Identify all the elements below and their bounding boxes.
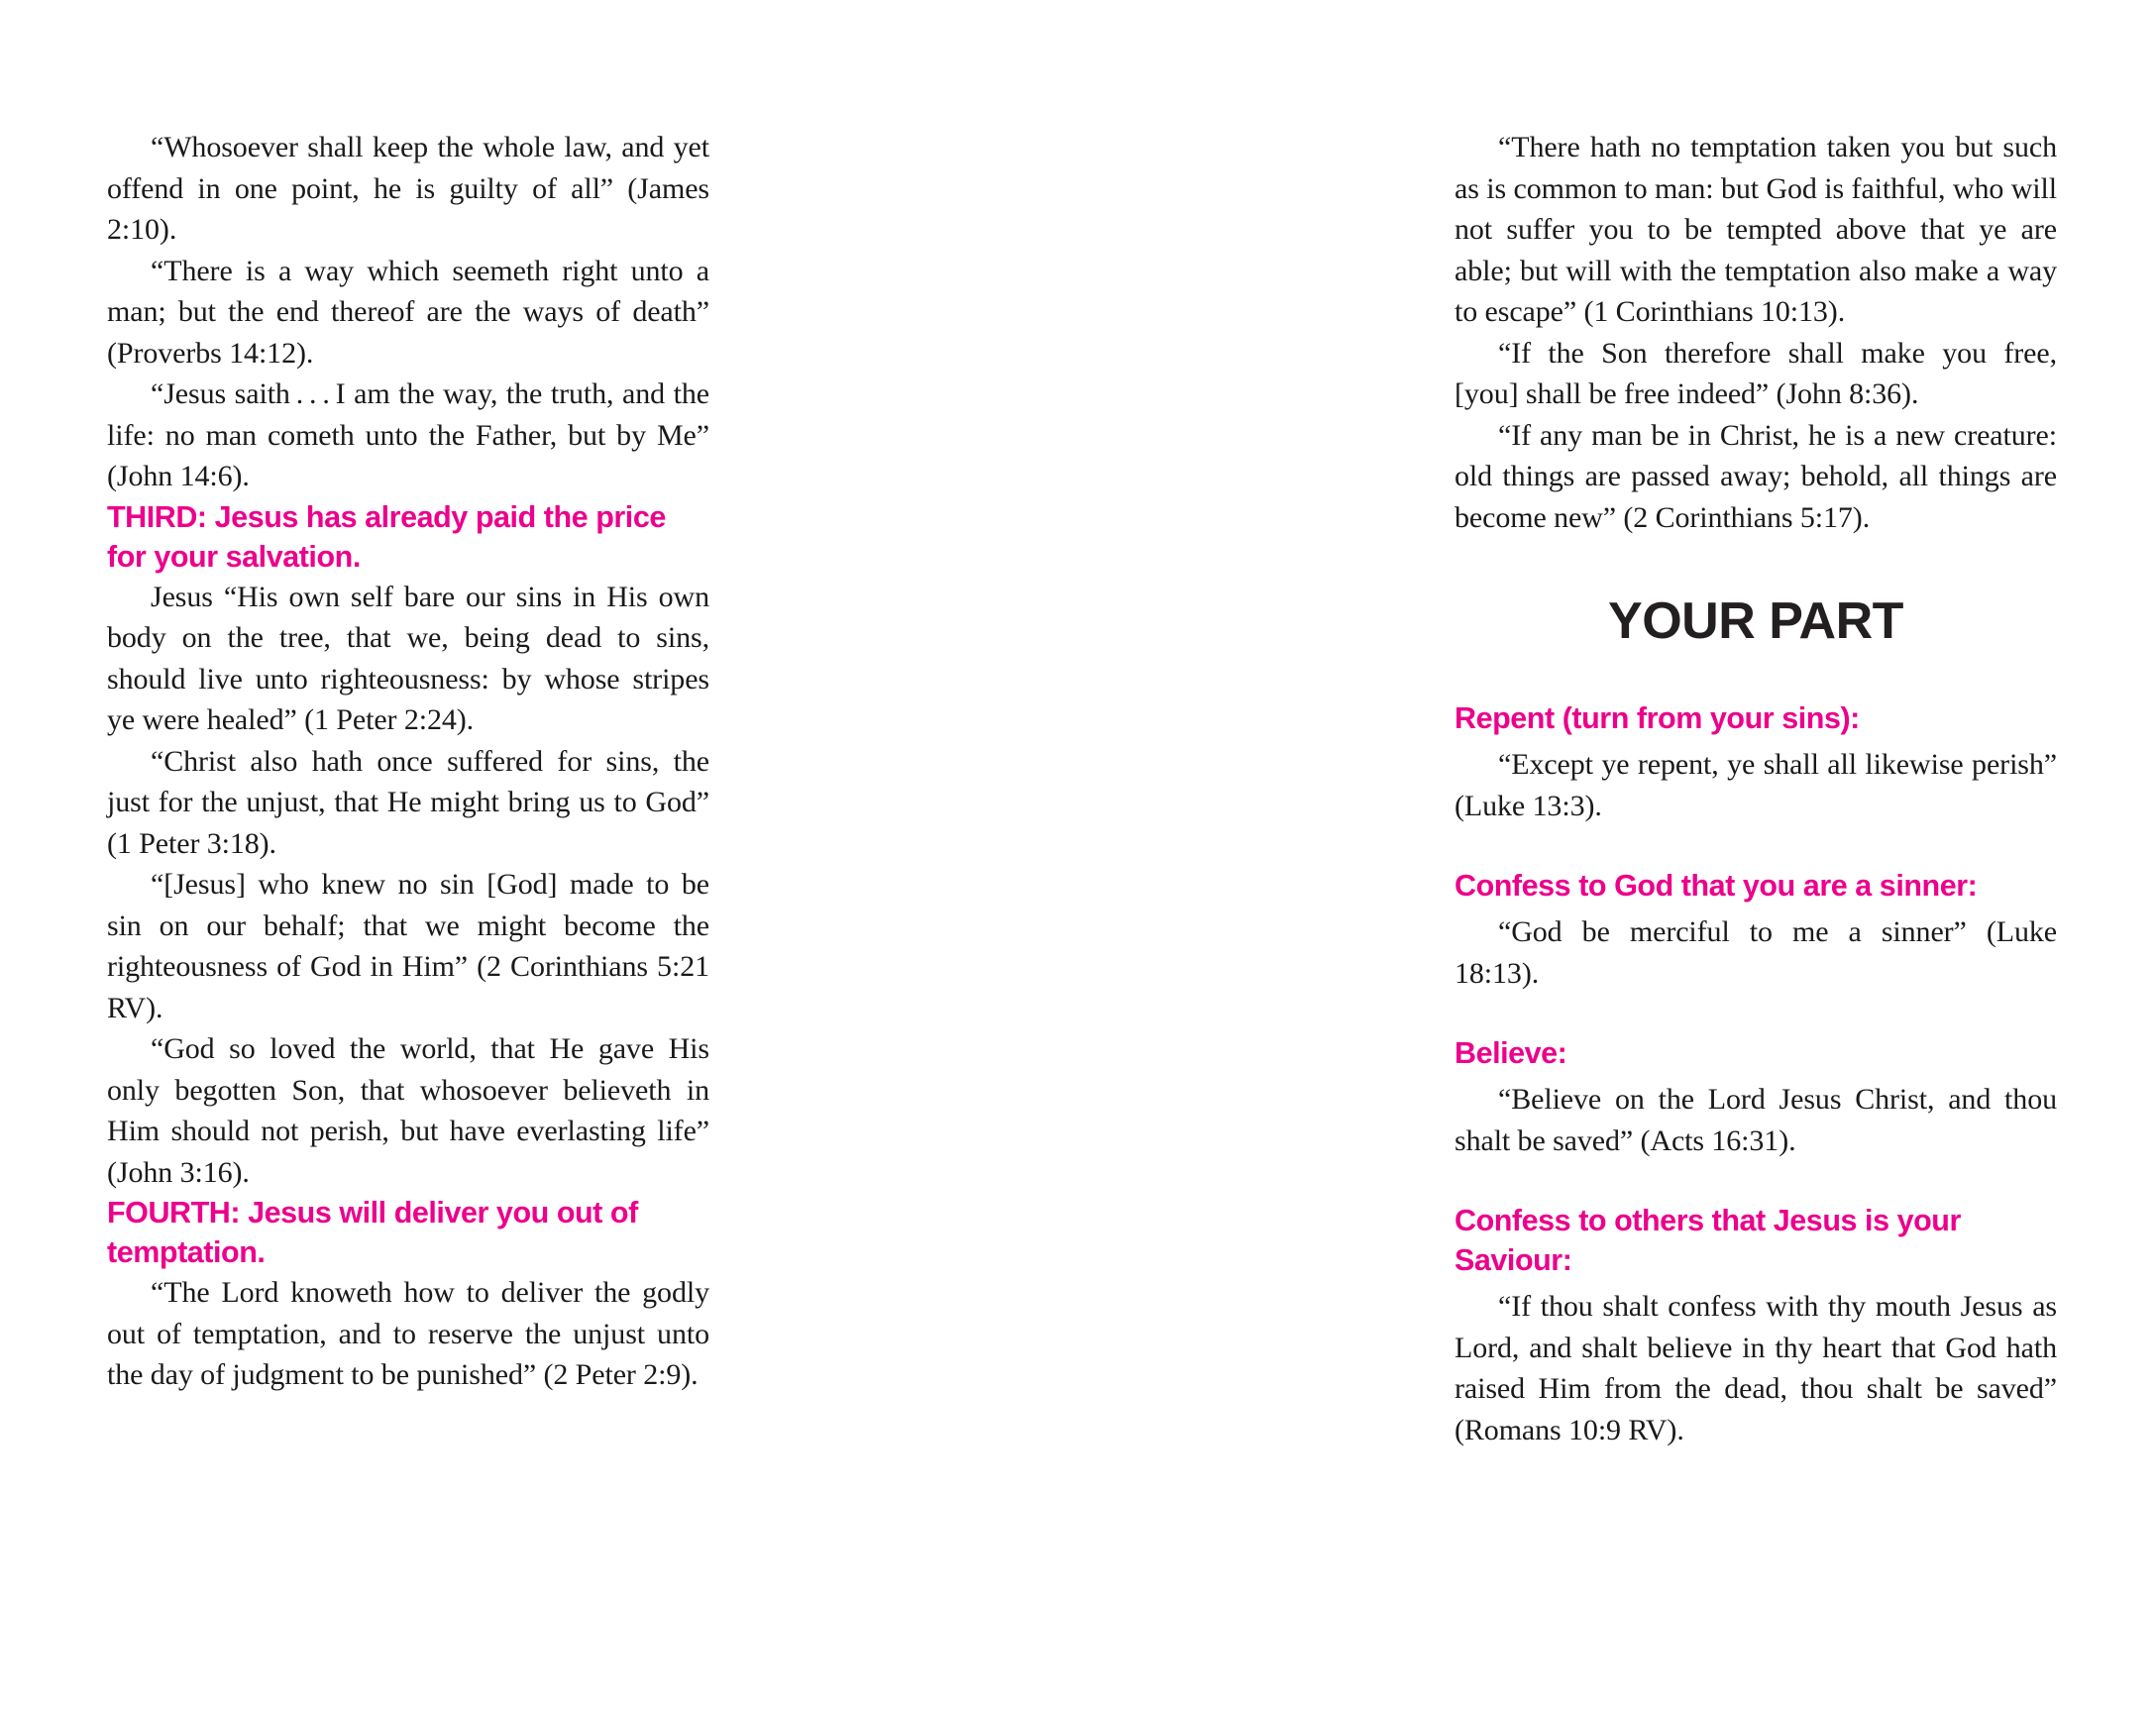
heading-fourth: FOURTH: Jesus will deliver you out of temptation.: [107, 1196, 638, 1269]
part-block-confess-to-god: [1455, 866, 2057, 994]
scripture-paragraph-proverbs-14-12: “There is a way which seemeth right unto a man; but the end thereof are the ways of death” (Proverbs 14:12).: [107, 254, 709, 370]
part-block-believe: [1455, 1033, 2057, 1161]
heading-repent: Repent (turn from your sins):: [1455, 701, 1860, 735]
scripture-paragraph-john-14-6: “Jesus saith . . . I am the way, the truth, and the life: no man cometh unto the Father, but by Me” (John 14:6).: [107, 377, 709, 492]
left-column: [107, 127, 709, 1396]
part-block-repent: [1455, 698, 2057, 826]
part-block-confess-to-others: [1455, 1201, 2057, 1450]
scripture-paragraph-acts-16-31: “Believe on the Lord Jesus Christ, and thou shalt be saved” (Acts 16:31).: [1455, 1083, 2057, 1157]
two-column-layout: [103, 127, 2057, 1450]
scripture-paragraph-2-peter-2-9: “The Lord knoweth how to deliver the godly out of temptation, and to reserve the unjust unto the day of judgment to be punished” (2 Peter 2:9).: [107, 1276, 709, 1391]
heading-third: THIRD: Jesus has already paid the price for your salvation.: [107, 499, 666, 574]
scripture-paragraph-john-3-16: “God so loved the world, that He gave His only begotten Son, that whosoever believeth in Him should not perish, but have everlasting life” (John 3:16).: [107, 1032, 709, 1189]
scripture-paragraph-1-corinthians-10-13: “There hath no temptation taken you but such as is common to man: but God is faithful, who will not suffer you to be tempted above that ye are able; but will with the temptation also make a way to escape” (1 Corinthians 10:13).: [1455, 131, 2057, 328]
scripture-paragraph-luke-13-3: “Except ye repent, ye shall all likewise perish” (Luke 13:3).: [1455, 748, 2057, 822]
scripture-paragraph-2-corinthians-5-21: “[Jesus] who knew no sin [God] made to be sin on our behalf; that we might become the righteousness of God in Him” (2 Corinthians 5:21 RV).: [107, 868, 709, 1024]
right-column: [1455, 127, 2057, 1450]
scripture-paragraph-luke-18-13: “God be merciful to me a sinner” (Luke 18:13).: [1455, 915, 2057, 990]
heading-confess-to-others: Confess to others that Jesus is your Saviour:: [1455, 1204, 1961, 1277]
scripture-paragraph-1-peter-2-24: Jesus “His own self bare our sins in His own body on the tree, that we, being dead to sins, should live unto righteousness: by whose stripes ye were healed” (1 Peter 2:24).: [107, 580, 709, 736]
scripture-paragraph-john-8-36: “If the Son therefore shall make you free, [you] shall be free indeed” (John 8:36).: [1455, 336, 2057, 410]
scripture-paragraph-romans-10-9: “If thou shalt confess with thy mouth Jesus as Lord, and shalt believe in thy heart that God hath raised Him from the dead, thou shalt be saved” (Romans 10:9 RV).: [1455, 1290, 2057, 1446]
scripture-paragraph-1-peter-3-18: “Christ also hath once suffered for sins, the just for the unjust, that He might bring us to God” (1 Peter 3:18).: [107, 744, 709, 860]
scripture-paragraph-2-corinthians-5-17: “If any man be in Christ, he is a new creature: old things are passed away; behold, all things are become new” (2 Corinthians 5:17).: [1455, 418, 2057, 534]
heading-believe: Believe:: [1455, 1036, 1567, 1070]
section-title-your-part: YOUR PART: [1608, 592, 1903, 650]
heading-confess-to-god: Confess to God that you are a sinner:: [1455, 869, 1978, 903]
scripture-paragraph-james-2-10: “Whosoever shall keep the whole law, and yet offend in one point, he is guilty of all” (James 2:10).: [107, 131, 709, 246]
